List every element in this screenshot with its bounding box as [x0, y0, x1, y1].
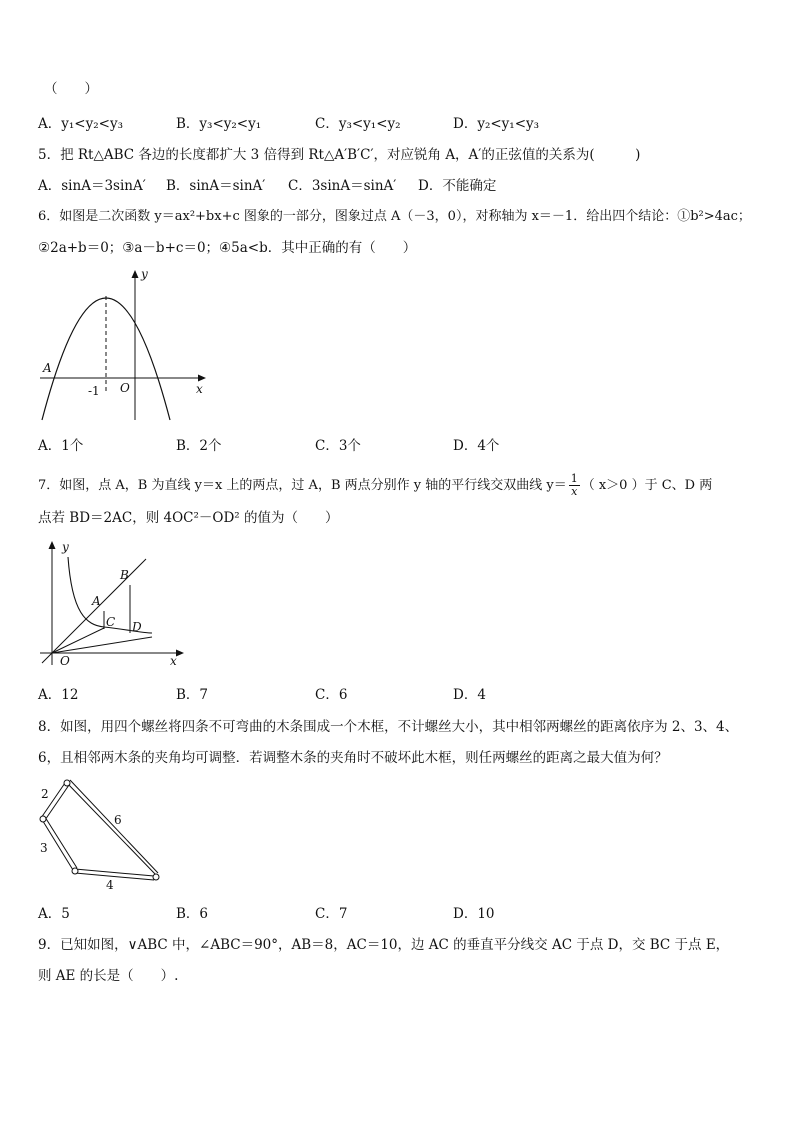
q8-frame-bars	[41, 780, 158, 880]
q7-stem-line1	[38, 473, 712, 498]
q8-label-3: 3	[40, 841, 48, 855]
q6-label-neg1: -1	[88, 384, 100, 398]
q8-option-a: A．5	[38, 906, 70, 922]
q7-segment-od	[52, 637, 152, 653]
q7-stem-line2: 点若 BD＝2AC，则 4OC²－OD² 的值为（ ）	[38, 510, 339, 526]
q4-paren: （ ）	[44, 81, 98, 97]
q4-option-b: B．y₃<y₂<y₁	[176, 116, 262, 132]
q5-option-d: D．不能确定	[418, 178, 497, 194]
q6-label-x: x	[196, 382, 203, 396]
q8-option-c: C．7	[315, 906, 348, 922]
q6-parabola-figure	[36, 262, 216, 427]
q7-y-arrow	[49, 541, 56, 549]
q8-label-2: 2	[41, 787, 49, 801]
q5-stem: 5．把 Rt△ABC 各边的长度都扩大 3 倍得到 Rt△A′B′C′，对应锐角 A，A′的正弦值的关系为( )	[38, 147, 641, 163]
q6-label-y: y	[141, 267, 148, 281]
q8-screw-bottom-right	[153, 874, 159, 880]
q7-label-a: A	[92, 594, 101, 608]
q6-stem-line1: 6．如图是二次函数 y＝ax²+bx+c 图象的一部分，图象过点 A（－3，0），对称轴为 x＝－1．给出四个结论：①b²>4ac；	[38, 209, 751, 224]
q7-option-c: C．6	[315, 687, 348, 703]
q6-option-b: B．2个	[176, 438, 222, 454]
q8-stem-line1: 8．如图，用四个螺丝将四条不可弯曲的木条围成一个木框，不计螺丝大小，其中相邻两螺丝的距离依序为 2、3、4、	[38, 719, 739, 735]
q6-label-o: O	[120, 381, 130, 395]
q8-label-4: 4	[106, 878, 114, 892]
q4-option-a: A．y₁<y₂<y₃	[38, 116, 123, 132]
q8-screw-left	[40, 816, 46, 822]
q6-stem-line2: ②2a+b＝0；③a－b+c＝0；④5a<b．其中正确的有（ ）	[38, 240, 417, 256]
q8-bar-4	[75, 869, 154, 880]
q7-stem-part-a: 7．如图，点 A，B 为直线 y＝x 上的两点，过 A，B 两点分别作 y 轴的平行线交双曲线 y＝	[38, 478, 567, 493]
q7-label-x: x	[170, 654, 177, 668]
q7-label-d: D	[132, 620, 142, 634]
q5-option-b: B．sinA＝sinA′	[166, 178, 266, 194]
q6-label-a: A	[43, 361, 52, 375]
q6-option-d: D．4个	[453, 438, 500, 454]
q6-option-c: C．3个	[315, 438, 361, 454]
q8-screw-top	[64, 780, 70, 786]
q7-label-c: C	[106, 615, 116, 629]
q4-option-d: D．y₂<y₁<y₃	[453, 116, 540, 132]
q7-option-a: A．12	[38, 687, 79, 703]
q6-x-arrow	[198, 375, 206, 382]
q7-label-o: O	[60, 654, 70, 668]
q7-x-arrow	[176, 650, 184, 657]
q7-frac-num: 1	[570, 472, 578, 485]
q8-screw-bottom-left	[72, 868, 78, 874]
q7-option-b: B．7	[176, 687, 209, 703]
q7-hyperbola-figure	[34, 535, 194, 670]
q8-label-6: 6	[114, 813, 122, 827]
q5-option-c: C．3sinA＝sinA′	[288, 178, 397, 194]
q9-stem-line1: 9．已知如图，∨ABC 中，∠ABC＝90°，AB＝8，AC＝10，边 AC 的垂直平分线交 AC 于点 D，交 BC 于点 E，	[38, 937, 730, 953]
q8-option-d: D．10	[453, 906, 495, 922]
q7-frac-den: x	[571, 485, 578, 498]
q4-option-c: C．y₃<y₁<y₂	[315, 116, 401, 132]
q7-stem-part-b: （ x＞0 ）于 C、D 两	[581, 478, 713, 493]
q6-y-arrow	[132, 270, 139, 278]
q7-option-d: D．4	[453, 687, 486, 703]
q8-option-b: B．6	[176, 906, 209, 922]
q9-stem-line2: 则 AE 的长是（ ）.	[38, 968, 179, 984]
q8-stem-line2: 6，且相邻两木条的夹角均可调整．若调整木条的夹角时不破坏此木框，则任两螺丝的距离之最大值为何？	[38, 750, 668, 766]
q6-option-a: A．1个	[38, 438, 84, 454]
q8-wood-frame-figure	[34, 778, 169, 896]
q7-label-y: y	[62, 540, 69, 554]
q5-option-a: A．sinA＝3sinA′	[38, 178, 146, 194]
q8-bar-6	[67, 780, 158, 875]
q7-label-b: B	[120, 568, 129, 582]
q7-fraction	[569, 473, 580, 498]
